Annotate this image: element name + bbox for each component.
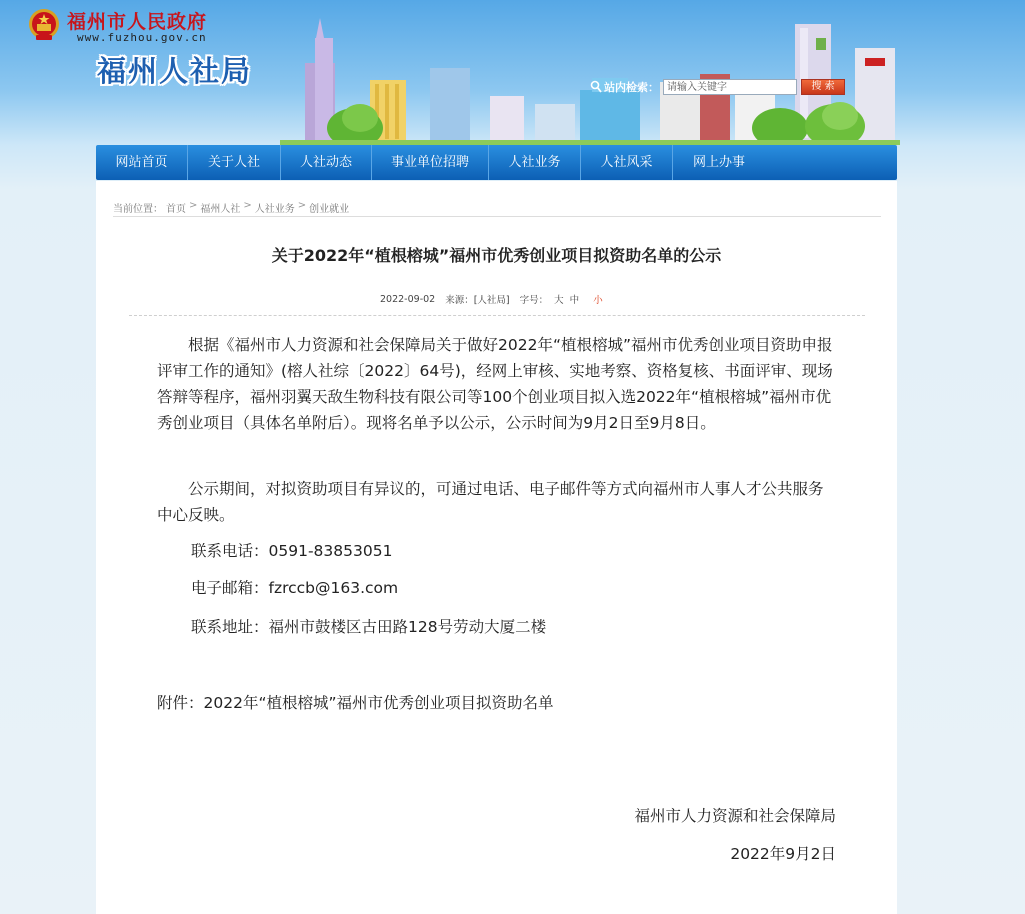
divider [113,216,881,217]
divider-dashed [129,315,865,316]
font-size-label: 字号： [519,295,549,306]
signature-date: 2022年9月2日 [730,845,836,863]
search-label: 站内检索： [604,81,659,94]
article-meta [380,292,603,306]
breadcrumb [113,200,349,215]
search-input[interactable] [663,79,797,95]
content-panel [96,181,897,914]
article-paragraph: 公示期间，对拟资助项目有异议的，可通过电话、电子邮件等方式向福州市人事人才公共服务中心反映。 [157,480,824,524]
main-nav [96,145,897,180]
contact-email: 电子邮箱：fzrccb@163.com [191,579,399,597]
national-emblem-icon [28,8,60,42]
site-search [590,78,845,96]
article-source: 来源：[人社局] [445,295,510,306]
nav-item-business[interactable]: 人社业务 [489,145,581,180]
article-title: 关于2022年“植根榕城”福州市优秀创业项目拟资助名单的公示 [271,246,722,265]
article-date: 2022-09-02 [380,293,436,305]
site-header [0,0,1025,145]
contact-address: 联系地址：福州市鼓楼区古田路128号劳动大厦二楼 [191,618,547,636]
nav-item-news[interactable]: 人社动态 [281,145,372,180]
nav-item-home[interactable]: 网站首页 [96,145,188,180]
font-size-medium-button[interactable]: 中 [569,295,580,306]
breadcrumb-item-fuzhou-hrss[interactable]: 福州人社 [200,204,241,215]
breadcrumb-item-home[interactable]: 首页 [166,204,186,215]
breadcrumb-item-entrepreneurship[interactable]: 创业就业 [309,204,350,215]
search-button[interactable]: 搜 索 [801,79,845,95]
nav-item-about[interactable]: 关于人社 [188,145,281,180]
breadcrumb-separator: > [189,200,198,211]
bureau-logo-text[interactable]: 福州人社局 [97,54,253,88]
signature-org: 福州市人力资源和社会保障局 [634,807,836,825]
contact-phone: 联系电话：0591-83853051 [191,542,393,560]
gov-name[interactable]: 福州市人民政府 [67,11,208,33]
attachment-link[interactable]: 附件：2022年“植根榕城”福州市优秀创业项目拟资助名单 [157,694,554,712]
font-size-large-button[interactable]: 大 [554,295,564,306]
nav-item-online-service[interactable]: 网上办事 [692,155,745,170]
search-icon [590,80,602,94]
breadcrumb-separator: > [243,200,252,211]
article-paragraph: 根据《福州市人力资源和社会保障局关于做好2022年“植根榕城”福州市优秀创业项目资助申报评审工作的通知》(榕人社综〔2022〕64号)，经网上审核、实地考察、资格复核、书面评审、现场答辩等程序，福州羽翼天敌生物科技有限公司等100个创业项目拟入选2022年“植根榕城”福州市优秀创业项目（具体名单附后）。现将名单予以公示，公示时间为9月2日至9月8日。 [157,336,833,432]
font-size-controls [520,292,603,306]
nav-item-style[interactable]: 人社风采 [581,145,673,180]
nav-item-recruitment[interactable]: 事业单位招聘 [372,145,489,180]
font-size-small-button[interactable]: 小 [593,295,603,306]
breadcrumb-prefix: 当前位置： [113,204,163,215]
gov-url[interactable]: www.fuzhou.gov.cn [77,31,207,44]
breadcrumb-item-business[interactable]: 人社业务 [254,204,295,215]
breadcrumb-separator: > [297,200,307,211]
